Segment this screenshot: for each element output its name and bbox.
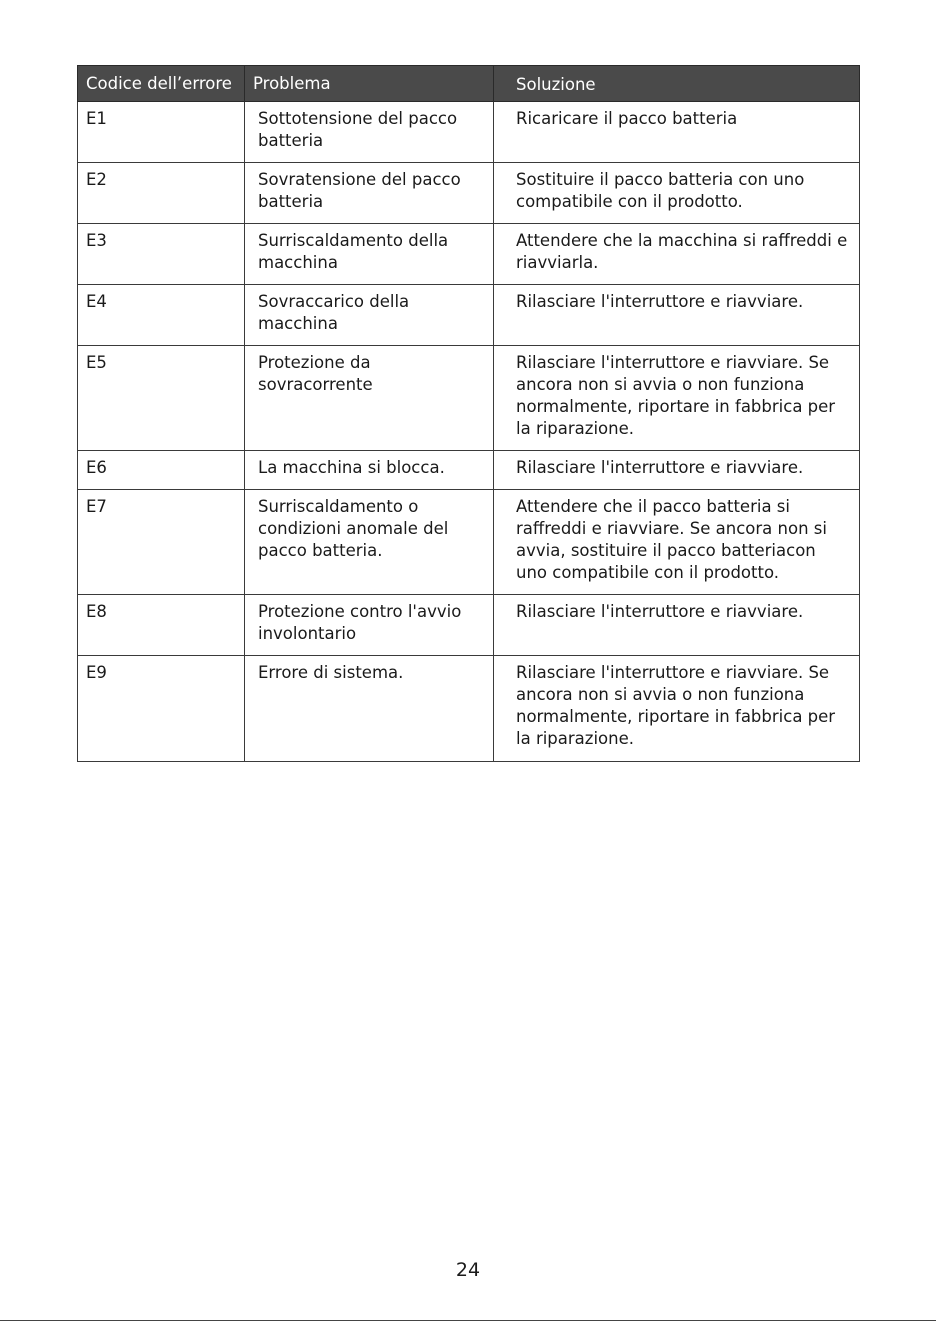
solution-cell: Rilasciare l'interruttore e riavviare. (494, 595, 860, 656)
table-row (78, 451, 860, 490)
problem-cell: Surriscaldamento della macchina (245, 224, 494, 285)
problem-cell: Errore di sistema. (245, 656, 494, 762)
solution-cell: Rilasciare l'interruttore e riavviare. Se ancora non si avvia o non funziona normalmente, riportare in fabbrica per la riparazione. (494, 656, 860, 762)
solution-cell: Rilasciare l'interruttore e riavviare. (494, 451, 860, 490)
solution-cell: Rilasciare l'interruttore e riavviare. (494, 285, 860, 346)
table-row (78, 224, 860, 285)
problem-cell: Sottotensione del pacco batteria (245, 102, 494, 163)
table-header (78, 66, 860, 102)
header-problem: Problema (245, 66, 494, 102)
table-row (78, 102, 860, 163)
error-code-cell: E3 (78, 224, 245, 285)
problem-cell: Protezione da sovracorrente (245, 346, 494, 451)
error-code-cell: E1 (78, 102, 245, 163)
error-code-cell: E5 (78, 346, 245, 451)
problem-cell: Sovratensione del pacco batteria (245, 163, 494, 224)
problem-cell: Protezione contro l'avvio involontario (245, 595, 494, 656)
problem-cell: Surriscaldamento o condizioni anomale del pacco batteria. (245, 490, 494, 595)
header-solution: Soluzione (494, 66, 860, 102)
solution-cell: Rilasciare l'interruttore e riavviare. Se ancora non si avvia o non funziona normalmente, riportare in fabbrica per la riparazione. (494, 346, 860, 451)
table-row (78, 285, 860, 346)
header-error-code: Codice dell’errore (78, 66, 245, 102)
table-body (78, 102, 860, 762)
header-row (78, 66, 860, 102)
error-codes-table (77, 65, 860, 762)
table-row (78, 490, 860, 595)
table-row (78, 656, 860, 762)
error-code-cell: E9 (78, 656, 245, 762)
error-code-cell: E7 (78, 490, 245, 595)
error-code-cell: E2 (78, 163, 245, 224)
page-number: 24 (455, 1259, 481, 1281)
bottom-divider (0, 1320, 936, 1321)
problem-cell: La macchina si blocca. (245, 451, 494, 490)
table-row (78, 163, 860, 224)
error-code-cell: E8 (78, 595, 245, 656)
problem-cell: Sovraccarico della macchina (245, 285, 494, 346)
solution-cell: Attendere che la macchina si raffreddi e riavviarla. (494, 224, 860, 285)
solution-cell: Ricaricare il pacco batteria (494, 102, 860, 163)
solution-cell: Attendere che il pacco batteria si raffreddi e riavviare. Se ancora non si avvia, sostituire il pacco batteriacon uno compatibile con il prodotto. (494, 490, 860, 595)
table-row (78, 346, 860, 451)
error-code-cell: E6 (78, 451, 245, 490)
table-row (78, 595, 860, 656)
solution-cell: Sostituire il pacco batteria con uno compatibile con il prodotto. (494, 163, 860, 224)
error-code-cell: E4 (78, 285, 245, 346)
